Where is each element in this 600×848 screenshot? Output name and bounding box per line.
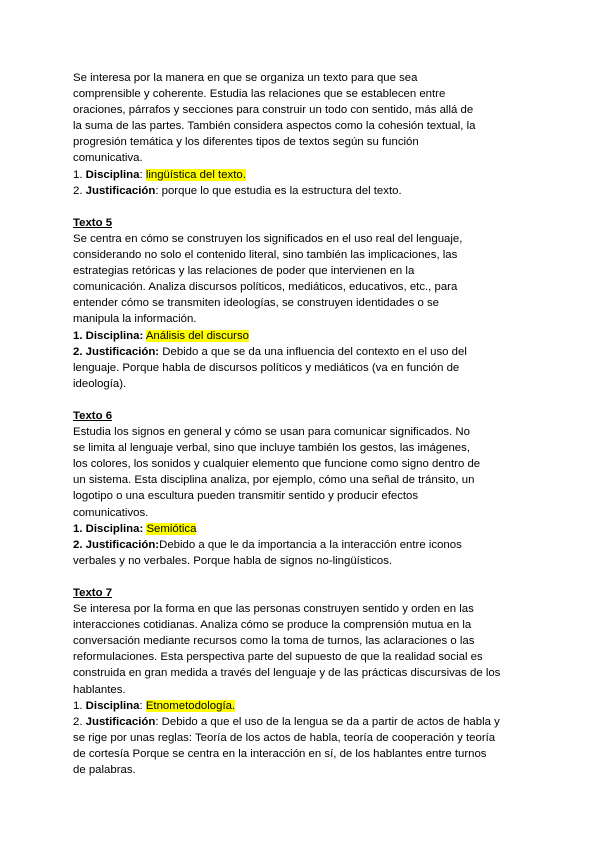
disciplina-label: Disciplina (85, 168, 140, 181)
paragraph-line: conversación mediante recursos como la toma de turnos, las aclaraciones o las (73, 635, 475, 648)
paragraph-line: manipula la información. (73, 313, 197, 326)
justificacion-line: 2. Justificación:Debido a que le da importancia a la interacción entre iconos (73, 538, 462, 551)
paragraph-line: los colores, los sonidos y cualquier elemento que funcione como signo dentro de (73, 458, 481, 471)
paragraph-line: estrategias retóricas y las relaciones de poder que intervienen en la (73, 265, 415, 278)
disciplina-value: Semiótica (146, 522, 197, 535)
disciplina-value: Etnometodología. (145, 699, 236, 712)
disciplina-line (73, 521, 533, 537)
paragraph-line: progresión temática y los diferentes tipos de textos según su función (73, 136, 419, 149)
paragraph-line: Se interesa por la manera en que se organiza un texto para que sea (73, 72, 418, 84)
paragraph-line: se rige por unas reglas: Teoría de los actos de habla, teoría de cooperación y teoría (73, 731, 496, 744)
paragraph-line: Estudia los signos en general y cómo se usan para comunicar significados. No (73, 426, 470, 439)
paragraph-line: ideología). (73, 377, 127, 390)
paragraph-line: un sistema. Esta disciplina analiza, por ejemplo, cómo una señal de tránsito, un (73, 474, 475, 487)
justificacion-label: Justificación (85, 715, 156, 728)
paragraph-line: comprensible y coherente. Estudia las relaciones que se establecen entre (73, 88, 446, 101)
paragraph-line: se limita al lenguaje verbal, sino que incluye también los gestos, las imágenes, (73, 442, 470, 455)
paragraph-line: de palabras. (73, 764, 136, 777)
disciplina-label: 1. Disciplina: (73, 329, 144, 342)
section-heading: Texto 7 (73, 587, 113, 599)
paragraph-line: lenguaje. Porque habla de discursos políticos y mediáticos (va en función de (73, 361, 460, 374)
intro-paragraph (73, 70, 533, 167)
paragraph-line: Se interesa por la forma en que las personas construyen sentido y orden en las (73, 603, 474, 616)
justificacion-line: 2. Justificación: Debido a que se da una influencia del contexto en el uso del (73, 345, 467, 358)
paragraph-line: la suma de las partes. También considera aspectos como la cohesión textual, la (73, 120, 476, 133)
paragraph-line: interacciones cotidianas. Analiza cómo se produce la comprensión mutua en la (73, 619, 472, 632)
justificacion-label: Justificación (85, 184, 156, 197)
document-body (73, 70, 533, 778)
justificacion-label: 2. Justificación: (73, 538, 160, 551)
disciplina-line: 1. Disciplina: Etnometodología. (73, 699, 236, 712)
paragraph-line: reformulaciones. Esta perspectiva parte del supuesto de que la realidad social es (73, 651, 483, 664)
disciplina-line: 1. Disciplina: lingüística del texto. (73, 168, 246, 181)
disciplina-value: lingüística del texto. (145, 168, 246, 181)
paragraph-line: Se centra en cómo se construyen los significados en el uso real del lenguaje, (73, 232, 463, 245)
paragraph-line: considerando no solo el contenido literal, sino también las implicaciones, las (73, 249, 458, 262)
spacer (73, 569, 533, 585)
paragraph-line: comunicación. Analiza discursos políticos, mediáticos, educativos, etc., para (73, 281, 458, 294)
spacer (73, 392, 533, 408)
paragraph-line: verbales y no verbales. Porque habla de signos no-lingüísticos. (73, 554, 393, 567)
disciplina-value: Análisis del discurso (145, 329, 250, 342)
paragraph-line: hablantes. (73, 683, 126, 696)
disciplina-label: Disciplina (85, 699, 140, 712)
justificacion-line: 2. Justificación: porque lo que estudia es la estructura del texto. (73, 184, 402, 197)
spacer (73, 199, 533, 215)
texto7-paragraph (73, 601, 533, 698)
justificacion-label: 2. Justificación: (73, 345, 160, 358)
texto5-paragraph (73, 231, 533, 328)
section-heading: Texto 5 (73, 216, 113, 229)
paragraph-line: oraciones, párrafos y secciones para construir un todo con sentido, más allá de (73, 104, 474, 117)
paragraph-line: de cortesía Porque se centra en la interacción en sí, de los hablantes entre turnos (73, 747, 487, 760)
paragraph-line: logotipo o una escultura pueden transmitir sentido y producir efectos (73, 490, 419, 503)
paragraph-line: comunicativos. (73, 506, 149, 519)
paragraph-line: construida en gran medida a través del lenguaje y de las prácticas discursivas de los (73, 667, 501, 680)
paragraph-line: comunicativa. (73, 152, 143, 165)
texto6-paragraph (73, 424, 533, 521)
disciplina-label: 1. Disciplina: (73, 522, 144, 535)
justificacion-line: 2. Justificación: Debido a que el uso de la lengua se da a partir de actos de habla y (73, 715, 500, 728)
section-heading: Texto 6 (73, 409, 113, 422)
paragraph-line: entender cómo se transmiten ideologías, se construyen identidades o se (73, 297, 439, 310)
disciplina-line (73, 328, 533, 344)
